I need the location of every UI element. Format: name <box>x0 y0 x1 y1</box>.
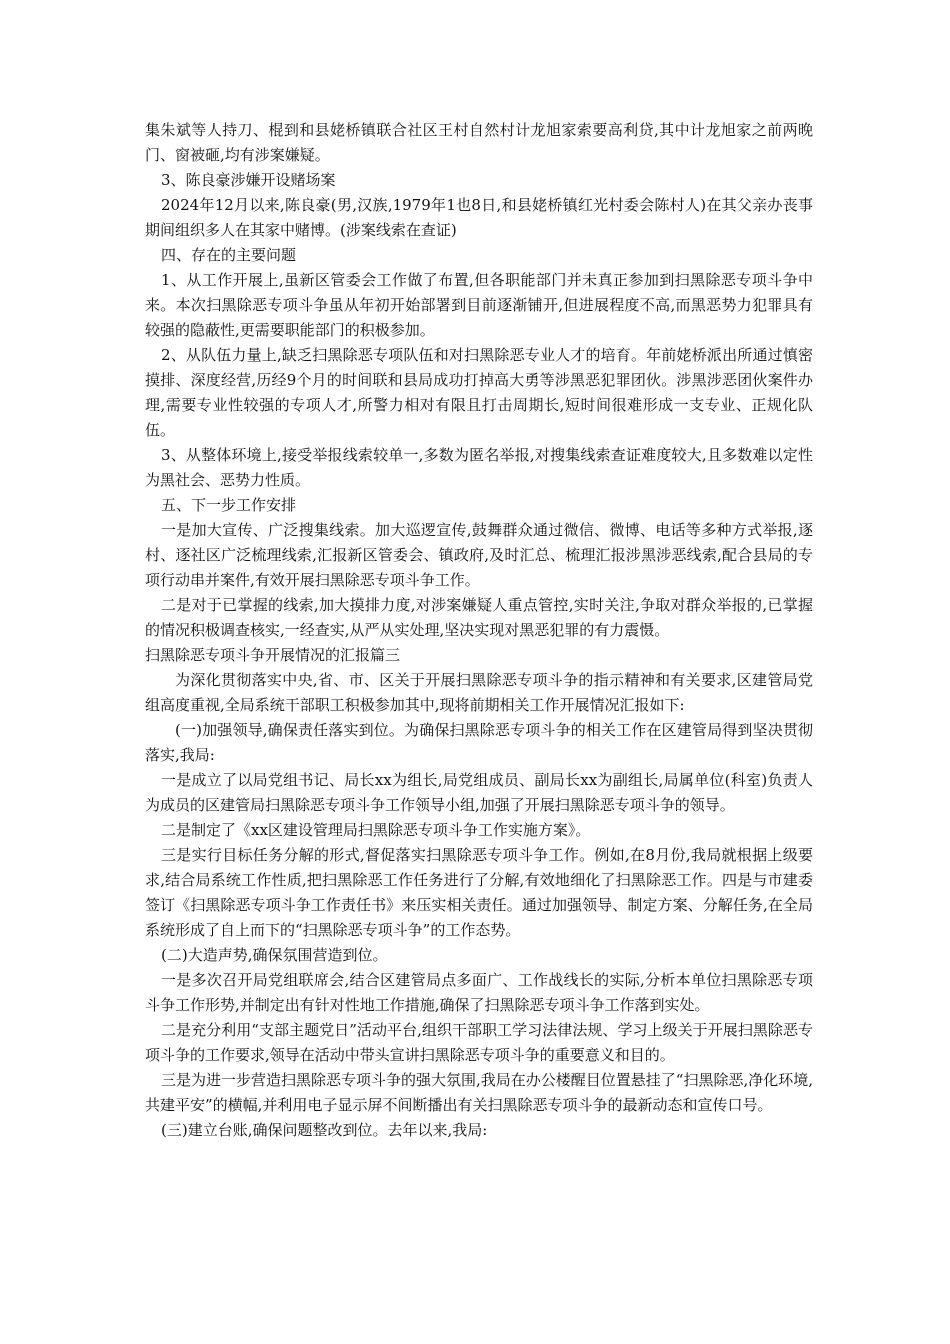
paragraph: 2、从队伍力量上,缺乏扫黑除恶专项队伍和对扫黑除恶专业人才的培育。年前姥桥派出所通过慎密摸排、深度经营,历经9个月的时间联和县局成功打掉高大勇等涉黑恶犯罪团伙。涉黑涉恶团伙案件办理,需要专业性较强的专项人才,所警力相对有限且打击周期长,短时间很难形成一支专业、正规化队伍。 <box>145 346 813 439</box>
paragraph: 三是为进一步营造扫黑除恶专项斗争的强大氛围,我局在办公楼醒目位置悬挂了“扫黑除恶,净化环境,共建平安”的横幅,并利用电子显示屏不间断播出有关扫黑除恶专项斗争的最新动态和宣传口号。 <box>145 1071 813 1114</box>
paragraph: 集朱斌等人持刀、棍到和县姥桥镇联合社区王村自然村计龙旭家索要高利贷,其中计龙旭家之前两晚门、窗被砸,均有涉案嫌疑。 <box>145 121 813 164</box>
paragraph: 2024年12月以来,陈良豪(男,汉族,1979年1也8日,和县姥桥镇红光村委会陈村人)在其父亲办丧事期间组织多人在其家中赌博。(涉案线索在查证) <box>145 196 813 239</box>
paragraph: 3、从整体环境上,接受举报线索较单一,多数为匿名举报,对搜集线索查证难度较大,且多数难以定性为黑社会、恶势力性质。 <box>145 446 813 489</box>
paragraph: 二是充分利用“支部主题党日”活动平台,组织干部职工学习法律法规、学习上级关于开展扫黑除恶专项斗争的工作要求,领导在活动中带头宣讲扫黑除恶专项斗争的重要意义和目的。 <box>145 1021 813 1064</box>
document-body <box>145 118 813 1143</box>
paragraph: 二是对于已掌握的线索,加大摸排力度,对涉案嫌疑人重点管控,实时关注,争取对群众举报的,已掌握的情况积极调查核实,一经查实,从严从实处理,坚决实现对黑恶犯罪的有力震慑。 <box>145 596 813 639</box>
paragraph: 三是实行目标任务分解的形式,督促落实扫黑除恶专项斗争工作。例如,在8月份,我局就根据上级要求,结合局系统工作性质,把扫黑除恶工作任务进行了分解,有效地细化了扫黑除恶工作。四是与市建委签订《扫黑除恶专项斗争工作责任书》来压实相关责任。通过加强领导、制定方案、分解任务,在全局系统形成了自上而下的“扫黑除恶专项斗争”的工作态势。 <box>145 846 813 939</box>
paragraph: (一)加强领导,确保责任落实到位。为确保扫黑除恶专项斗争的相关工作在区建管局得到坚决贯彻落实,我局: <box>145 721 813 764</box>
paragraph: 一是多次召开局党组联席会,结合区建管局点多面广、工作战线长的实际,分析本单位扫黑除恶专项斗争工作形势,并制定出有针对性地工作措施,确保了扫黑除恶专项斗争工作落到实处。 <box>145 971 813 1014</box>
paragraph: 1、从工作开展上,虽新区管委会工作做了布置,但各职能部门并未真正参加到扫黑除恶专项斗争中来。本次扫黑除恶专项斗争虽从年初开始部署到目前逐渐铺开,但进展程度不高,而黑恶势力犯罪具有较强的隐蔽性,更需要职能部门的积极参加。 <box>145 271 813 339</box>
section-heading-4: 四、存在的主要问题 <box>161 246 297 264</box>
subsection-heading: (二)大造声势,确保氛围营造到位。 <box>161 946 388 964</box>
article-title: 扫黑除恶专项斗争开展情况的汇报篇三 <box>145 646 401 664</box>
paragraph: (三)建立台账,确保问题整改到位。去年以来,我局: <box>161 1121 488 1139</box>
paragraph: 一是成立了以局党组书记、局长xx为组长,局党组成员、副局长xx为副组长,局属单位(科室)负责人为成员的区建管局扫黑除恶专项斗争工作领导小组,加强了开展扫黑除恶专项斗争的领导。 <box>145 771 813 814</box>
paragraph: 为深化贯彻落实中央,省、市、区关于开展扫黑除恶专项斗争的指示精神和有关要求,区建管局党组高度重视,全局系统干部职工积极参加其中,现将前期相关工作开展情况汇报如下: <box>145 671 813 714</box>
section-heading-5: 五、下一步工作安排 <box>161 496 297 514</box>
paragraph: 一是加大宣传、广泛搜集线索。加大巡逻宣传,鼓舞群众通过微信、微博、电话等多种方式举报,逐村、逐社区广泛梳理线索,汇报新区管委会、镇政府,及时汇总、梳理汇报涉黑涉恶线索,配合县局的专项行动串并案件,有效开展扫黑除恶专项斗争工作。 <box>145 521 813 589</box>
paragraph: 二是制定了《xx区建设管理局扫黑除恶专项斗争工作实施方案》。 <box>161 821 591 839</box>
section-item-3: 3、陈良豪涉嫌开设赌场案 <box>161 171 336 189</box>
